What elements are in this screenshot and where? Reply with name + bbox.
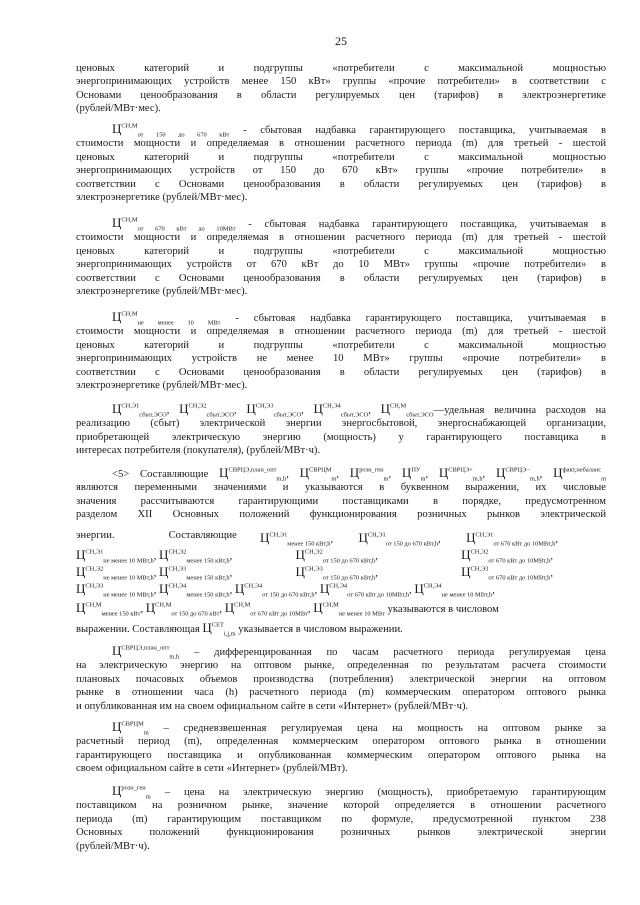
text-line: плановых почасовых объемов производства (потребления) электрической энергии на оптовом	[76, 673, 606, 685]
formula-symbol: $Ц^{СН,М}_{не менее 10 МВт}$	[112, 310, 221, 326]
text-line: соответствии с Основами ценообразования в области регулируемых цен (тарифов) в	[76, 366, 606, 378]
grid-row: $Ц^{СН,М}_{менее 150 кВт}$, $Ц^{СН,М}_{от 150 до 670 кВт}$, $Ц^{СН,М}_{от 670 кВт до 10МВт}$, $Ц^{СН,М}_{не менее 10 МВт}$ указываются в числовом	[76, 600, 499, 618]
text-line: стоимости мощности и определяемая в отношении расчетного периода (m) для третьей - шестой	[76, 138, 606, 150]
text-line: периода (m) гарантирующим поставщиком по формуле, предусмотренной пунктом 238	[76, 813, 606, 825]
formula-symbol: $Ц^{СЕТ}_{i,j,m}$	[202, 620, 236, 638]
text-line: (рублей/МВт·ч).	[76, 840, 150, 852]
formula-symbol: $Ц^{СН,М}_{от 670 кВт до 10МВт}$	[112, 216, 236, 232]
text-line: ценовых категорий и подгруппы «потребители с максимальной мощностью	[76, 63, 606, 74]
formula-symbol: $Ц^{СН,Э4}_{от 670 кВт до 10МВт,h}$	[319, 581, 410, 599]
text-line: $Ц^{СН,М}_{от 150 до 670 кВт}$ - сбытовая надбавка гарантирующего поставщика, учитываемая в	[112, 122, 606, 138]
definition-paragraph	[76, 402, 606, 458]
formula-symbol: $Ц^{СВРЦМ}_m$	[112, 720, 149, 736]
text-line: значения рассчитываются гарантирующими поставщиками в порядке, предусмотренном	[76, 495, 606, 507]
text-line: Основами ценообразования в области регулируемых цен (тарифов) в электроэнергетике	[76, 89, 606, 101]
formula-symbol: $Ц^{СН,Э1}_{менее 150 кВт,h}$	[260, 530, 331, 548]
document-page	[76, 0, 606, 905]
text-line: энергопринимающих устройств от 670 кВт до 10 МВт» группы «прочие потребители» в	[76, 259, 606, 271]
text-line: ценовых категорий и подгруппы «потребители с максимальной мощностью	[76, 151, 606, 163]
formula-symbol: $Ц^{СН,Э2}_{не менее 10 МВт,h}$	[76, 564, 154, 582]
text-line: интересах потребителя (покупателя), (рублей/МВт·ч).	[76, 445, 321, 457]
definition-paragraph	[76, 122, 606, 204]
formula-symbol: $Ц^{СН,Э4}_{менее 150 кВт,h}$	[159, 581, 230, 599]
formula-symbol: $Ц^{СН,Э3}_{менее 150 кВт,h}$	[159, 564, 230, 582]
definition-paragraph	[76, 216, 606, 298]
text-line: электроэнергетике (рублей/МВт·мес).	[76, 286, 248, 298]
grid-row: энергии. Составляющие	[76, 530, 237, 541]
formula-symbol: $Ц^{СН,Э3}_{не менее 10 МВт,h}$	[76, 581, 154, 599]
text-line: электроэнергетике (рублей/МВт·мес).	[76, 192, 248, 204]
formula-symbol: $Ц^{СН,М}_{от 150 до 670 кВт}$	[112, 122, 230, 138]
formula-symbol: $Ц^{СН,Э3}_{от 150 до 670 кВт,h}$	[295, 564, 376, 582]
formula-symbol: $Ц^{факт,небаланс}_m$	[553, 466, 606, 482]
text-line: поставщиком на розничном рынке, значение которой определяется в отношении расчетного	[76, 800, 606, 812]
formula-symbol: $Ц^{СН,М}_{от 670 кВт до 10МВт}$	[224, 600, 308, 618]
text-line: Основных положений функционирования розничных рынков электрической энергии	[76, 827, 606, 839]
formula-symbol: $Ц^{розн\_ген}_m$	[349, 466, 389, 482]
text-line: и опубликованная им на своем официальном сайте в сети «Интернет» (рублей/МВт·ч).	[76, 700, 469, 712]
formula-symbol: $Ц^{СН,М}_{не менее 10 МВт}$	[313, 600, 385, 618]
text-line: $Ц^{СН,М}_{от 670 кВт до 10МВт}$ - сбытовая надбавка гарантирующего поставщика, учитываемая в	[112, 216, 606, 232]
grid-row: $Ц^{СН,Э1}_{не менее 10 МВт,h}$, $Ц^{СН,Э2}_{менее 150 кВт,h}$, $Ц^{СН,Э2}_{от 150 до 670 кВт,h}$, $Ц^{СН,Э2}_{от 670 кВт до 10МВт,h}$,	[76, 547, 554, 565]
components-paragraph	[76, 466, 606, 522]
grid-row: $Ц^{СН,Э3}_{не менее 10 МВт,h}$, $Ц^{СН,Э4}_{менее 150 кВт,h}$, $Ц^{СН,Э4}_{от 150 до 670 кВт,h}$, $Ц^{СН,Э4}_{от 670 кВт до 10МВт,h}$, $Ц^{СН,Э4}_{не менее 10 МВт,h}$,	[76, 581, 495, 599]
text-line: расчетный период (m), определенная коммерческим оператором оптового рынка в отношении	[76, 736, 606, 748]
text-line: ценовых категорий и подгруппы «потребители с максимальной мощностью	[76, 245, 606, 257]
formula-symbol: $Ц^{СН,М}_{сбыт,ЭСО}$	[380, 402, 434, 418]
text-line: реализацию (сбыт) электрической энергии энергосбытовой, энергоснабжающей организации,	[76, 418, 606, 430]
text-line: ценовых категорий и подгруппы «потребители с максимальной мощностью	[76, 339, 606, 351]
formula-symbol: $Ц^{СН,М}_{менее 150 кВт}$	[76, 600, 141, 618]
page-number: 25	[335, 34, 347, 48]
definition-paragraph	[76, 784, 606, 853]
formula-symbol: $Ц^{СН,Э2}_{от 670 кВт до 10МВт,h}$	[461, 547, 551, 565]
grid-row: $Ц^{СН,Э1}_{менее 150 кВт,h}$, $Ц^{СН,Э1}_{от 150 до 670 кВт,h}$, $Ц^{СН,Э1}_{от 670 кВт до 10МВт,h}$,	[260, 530, 558, 548]
text-line: рынке в отношении часа (h) расчетного периода (m) коммерческим оператором оптового рынка	[76, 687, 606, 699]
text-line: <5> Составляющие $Ц^{СВРЦЭ,план\_опт}_{m,h}$, $Ц^{СВРЦМ}_m$, $Ц^{розн\_ген}_m$, $Ц^{ПУ}_m$, $Ц^{СВРЦЭ+}_{m,h}$, $Ц^{СВРЦЭ-}_{m,h}$, $Ц^{факт,небаланс}_m$	[112, 466, 606, 482]
text-line: стоимости мощности и определяемая в отношении расчетного периода (m) для третьей - шестой	[76, 326, 606, 338]
formula-symbol: $Ц^{СВРЦМ}_m$	[299, 466, 337, 482]
text-line: на электрическую энергию на оптовом рынке, определенная по результатам расчета стоимости	[76, 660, 606, 672]
text-line: (рублей/МВт·мес).	[76, 103, 161, 115]
formula-symbol: $Ц^{СН,Э3}_{от 670 кВт до 10МВт,h}$	[461, 564, 551, 582]
formula-symbol: $Ц^{СН,Э1}_{от 150 до 670 кВт,h}$	[358, 530, 439, 548]
text-line: электроэнергетике (рублей/МВт·мес).	[76, 380, 248, 392]
formula-symbol: $Ц^{розн\_ген}_m$	[112, 784, 151, 800]
text-line: являются переменными значениями и указываются в буквенном выражении, их числовые	[76, 482, 606, 494]
text-line: $Ц^{СВРЦЭ,план\_опт}_{m,h}$ – дифференцированная по часам расчетного периода регулируемая цена	[112, 644, 606, 660]
formula-symbol: $Ц^{СН,Э4}_{сбыт,ЭСО}$	[313, 402, 369, 418]
grid-row: выражении. Составляющая $Ц^{СЕТ}_{i,j,m}$ указывается в числовом выражении.	[76, 620, 403, 638]
text-line: стоимости мощности и определяемая в отношении расчетного периода (m) для третьей - шестой	[76, 232, 606, 244]
text-line: $Ц^{розн\_ген}_m$ – цена на электрическую энергию (мощность), приобретаемую гарантирующим	[112, 784, 606, 800]
text-line: соответствии с Основами ценообразования в области регулируемых цен (тарифов) в	[76, 178, 606, 190]
formula-symbol: $Ц^{СВРЦЭ,план\_опт}_{m,h}$	[112, 644, 180, 660]
formula-symbol: $Ц^{СН,Э2}_{от 150 до 670 кВт,h}$	[295, 547, 376, 565]
formula-symbol: $Ц^{СН,Э4}_{от 150 до 670 кВт,h}$	[234, 581, 315, 599]
formula-symbol: $Ц^{СН,Э2}_{менее 150 кВт,h}$	[159, 547, 230, 565]
text-line: $Ц^{СН,Э1}_{сбыт,ЭСО}$, $Ц^{СН,Э2}_{сбыт,ЭСО}$, $Ц^{СН,Э3}_{сбыт,ЭСО}$, $Ц^{СН,Э4}_{сбыт,ЭСО}$, $Ц^{СН,М}_{сбыт,ЭСО}—удельная$ величина расходов на	[112, 402, 606, 418]
text-line: гарантирующего поставщика и опубликованная коммерческим оператором оптового рынка на	[76, 749, 606, 761]
formula-symbol: $Ц^{ПУ}_m$	[401, 466, 426, 482]
text-line: $Ц^{СВРЦМ}_m$ – средневзвешенная регулируемая цена на мощность на оптовом рынке за	[112, 720, 606, 736]
text-line: своем официальном сайте в сети «Интернет» (рублей/МВт).	[76, 763, 348, 775]
text-line: $Ц^{СН,М}_{не менее 10 МВт}$ - сбытовая надбавка гарантирующего поставщика, учитываемая в	[112, 310, 606, 326]
definition-paragraph	[76, 310, 606, 392]
formula-symbol: $Ц^{СВРЦЭ+}_{m,h}$	[438, 466, 483, 482]
text-line: разделом XII Основных положений функционирования розничных рынков электрической	[76, 509, 606, 521]
formula-symbol: $Ц^{СН,Э1}_{от 670 кВт до 10МВт,h}$	[466, 530, 556, 548]
definition-paragraph	[76, 720, 606, 776]
formula-symbol: $Ц^{СВРЦЭ-}_{m,h}$	[495, 466, 540, 482]
text-line: энергопринимающих устройств не менее 10 МВт» группы «прочие потребители» в	[76, 353, 606, 365]
text-line: приобретающей электрическую энергию (мощность) у гарантирующего поставщика в	[76, 431, 606, 443]
intro-paragraph	[76, 62, 606, 116]
definition-paragraph	[76, 644, 606, 713]
formula-symbol: $Ц^{СН,Э4}_{не менее 10 МВт,h}$	[414, 581, 493, 599]
formula-symbol: $Ц^{СН,Э2}_{сбыт,ЭСО}$	[179, 402, 234, 418]
text-line: энергопринимающих устройств менее 150 кВт» группы «прочие потребители» в соответствии с	[76, 76, 606, 88]
formula-symbol: $Ц^{СВРЦЭ,план\_опт}_{m,h}$	[219, 466, 287, 482]
text-line: соответствии с Основами ценообразования в области регулируемых цен (тарифов) в	[76, 272, 606, 284]
formula-symbol: $Ц^{СН,Э3}_{сбыт,ЭСО}$	[246, 402, 302, 418]
formula-symbol: $Ц^{СН,Э1}_{не менее 10 МВт,h}$	[76, 547, 154, 565]
text-line: энергопринимающих устройств от 150 до 670 кВт» группы «прочие потребители» в	[76, 165, 606, 177]
formula-symbol: $Ц^{СН,М}_{от 150 до 670 кВт}$	[145, 600, 220, 618]
grid-row: $Ц^{СН,Э2}_{не менее 10 МВт,h}$, $Ц^{СН,Э3}_{менее 150 кВт,h}$, $Ц^{СН,Э3}_{от 150 до 670 кВт,h}$, $Ц^{СН,Э3}_{от 670 кВт до 10МВт,h}$,	[76, 564, 554, 582]
formula-symbol: $Ц^{СН,Э1}_{сбыт,ЭСО}$	[112, 402, 167, 418]
